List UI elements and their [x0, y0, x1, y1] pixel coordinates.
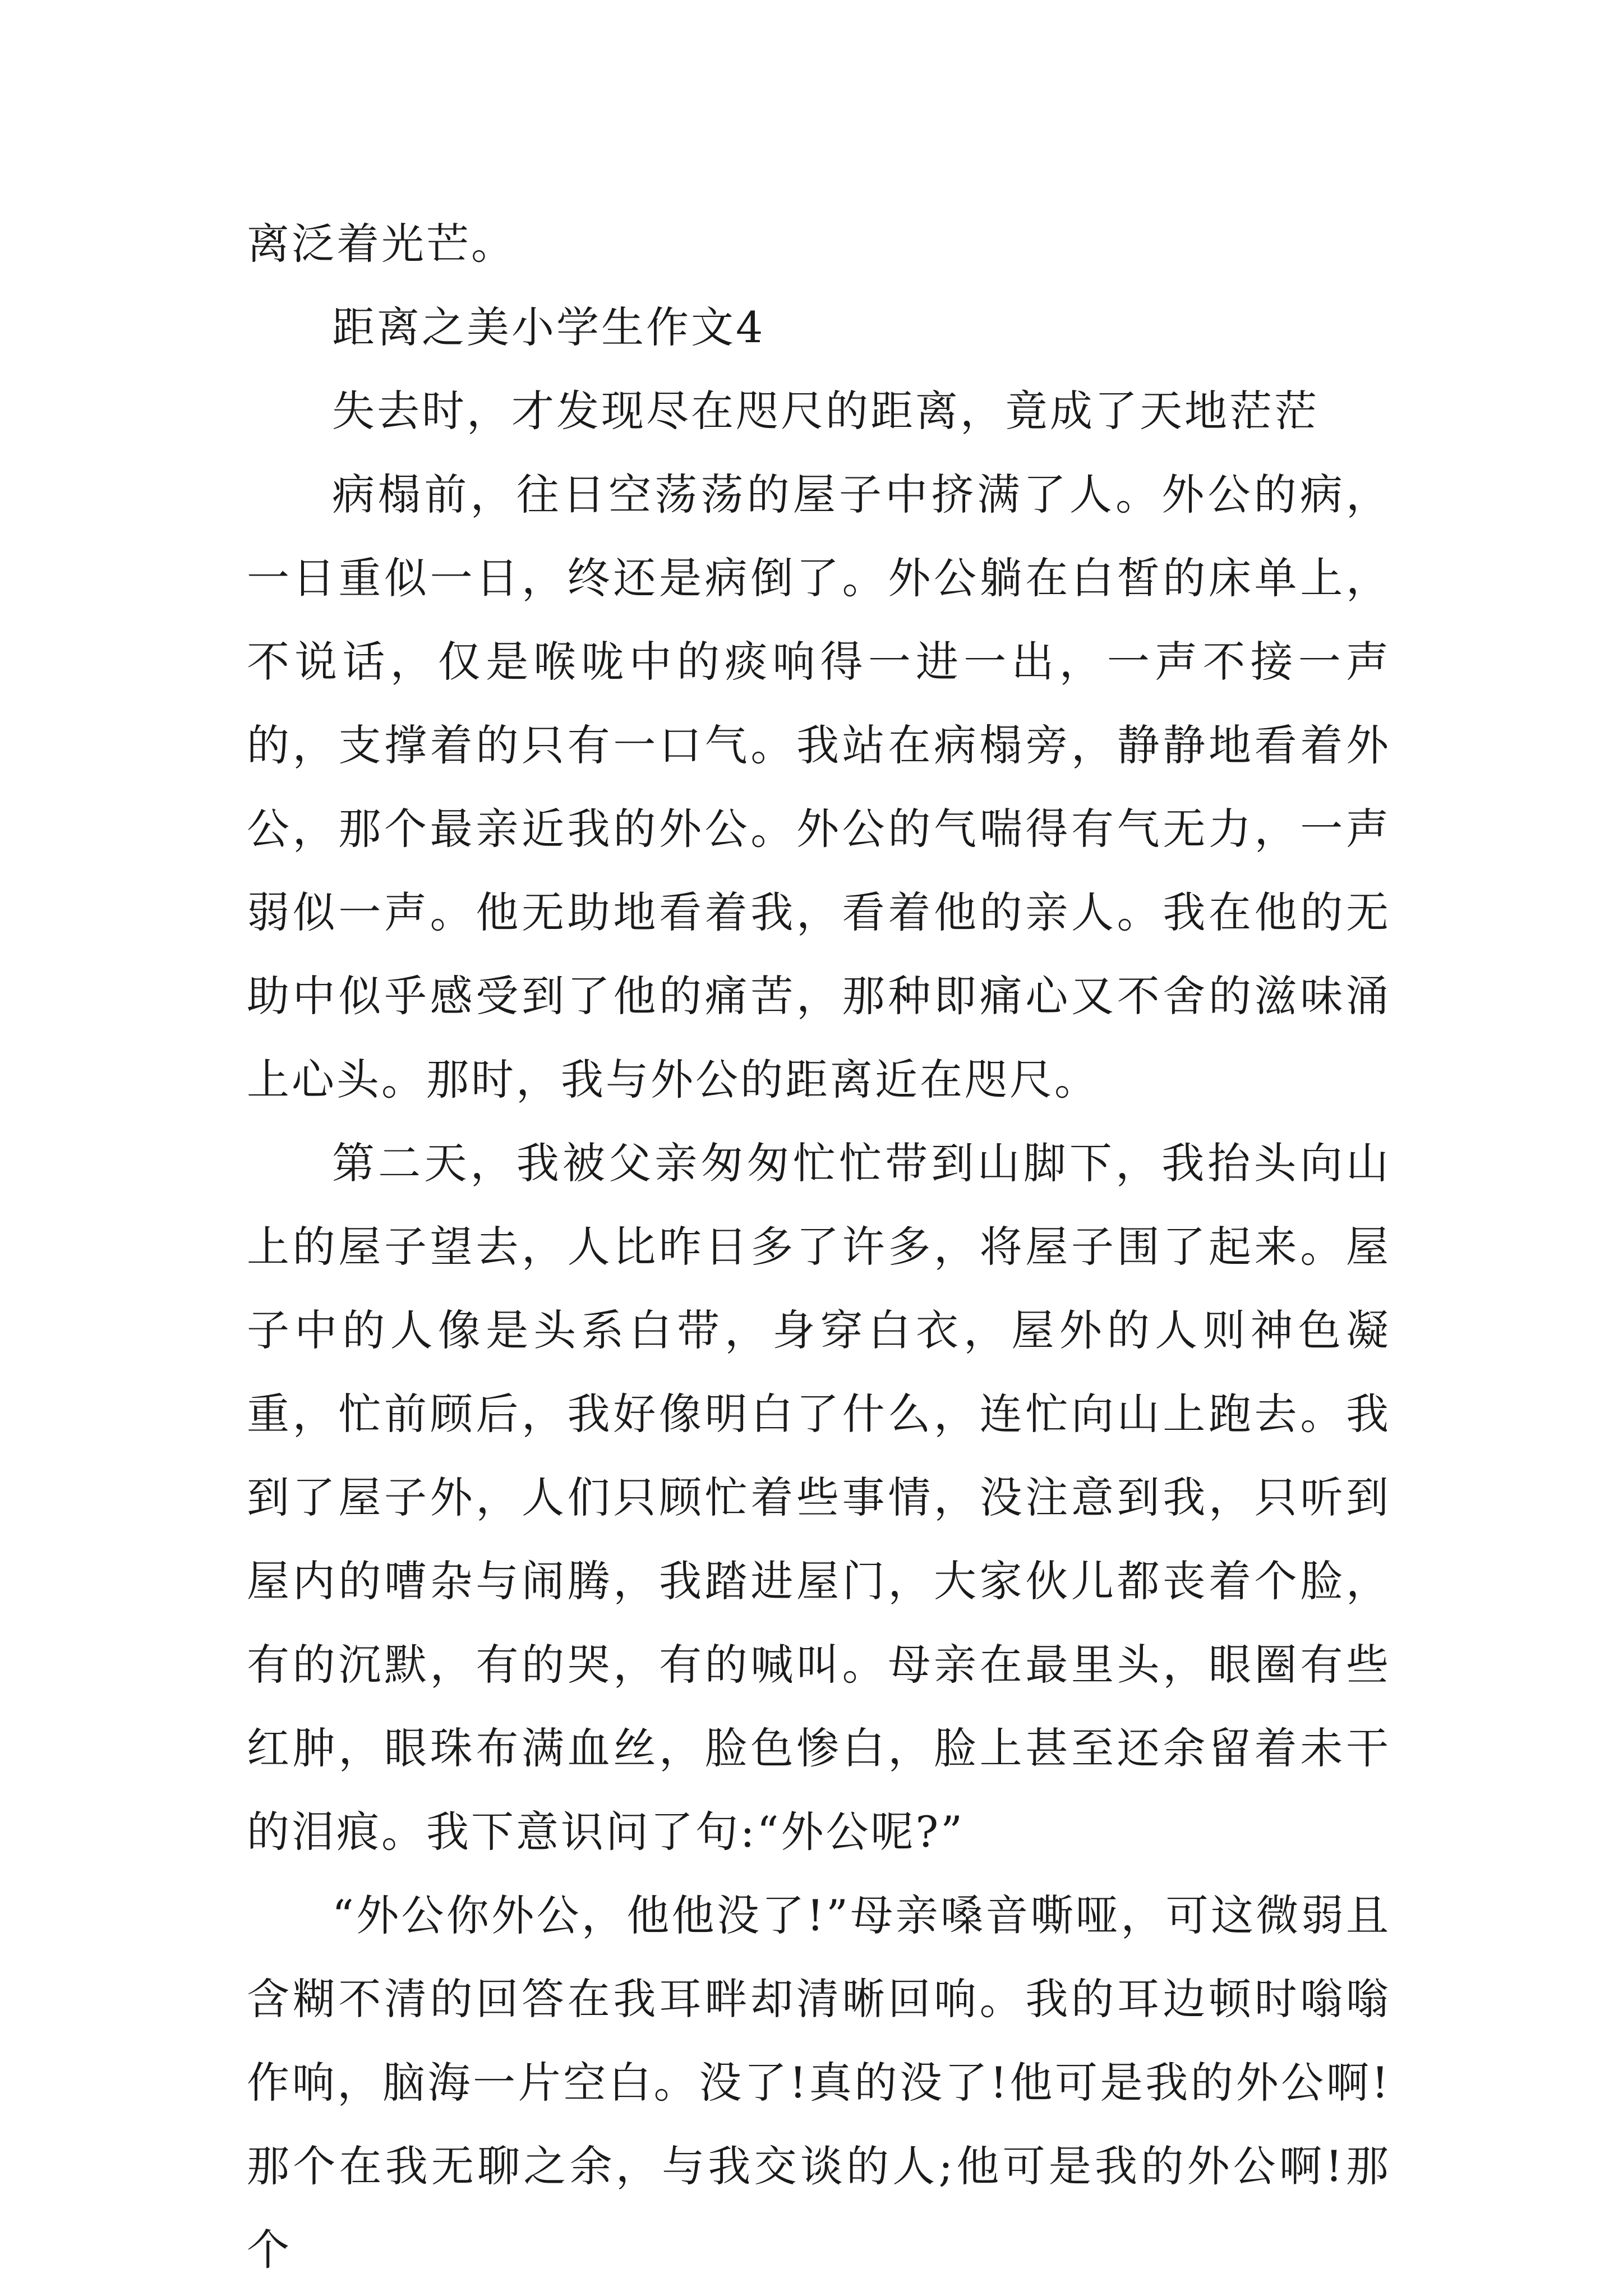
paragraph-mother-answer: “外公你外公，他他没了!”母亲嗓音嘶哑，可这微弱且含糊不清的回答在我耳畔却清晰回响。我的耳边顿时嗡嗡作响，脑海一片空白。没了!真的没了!他可是我的外公啊!那个在我无聊之余，与我交谈的人;他可是我的外公啊!那个	[247, 1890, 1391, 2275]
essay-subtitle: 失去时，才发现尽在咫尺的距离，竟成了天地茫茫	[332, 386, 1319, 436]
essay-title: 距离之美小学生作文4	[332, 302, 766, 352]
document-body	[247, 202, 1391, 2292]
paragraph-second-day: 第二天，我被父亲匆匆忙忙带到山脚下，我抬头向山上的屋子望去，人比昨日多了许多，将屋子围了起来。屋子中的人像是头系白带，身穿白衣，屋外的人则神色凝重，忙前顾后，我好像明白了什么，连忙向山上跑去。我到了屋子外，人们只顾忙着些事情，没注意到我，只听到屋内的嘈杂与闹腾，我踏进屋门，大家伙儿都丧着个脸，有的沉默，有的哭，有的喊叫。母亲在最里头，眼圈有些红肿，眼珠布满血丝，脸色惨白，脸上甚至还余留着未干的泪痕。我下意识问了句:“外公呢?”	[247, 1138, 1391, 1857]
paragraph-sickbed: 病榻前，往日空荡荡的屋子中挤满了人。外公的病，一日重似一日，终还是病倒了。外公躺在白皙的床单上，不说话，仅是喉咙中的痰响得一进一出，一声不接一声的，支撑着的只有一口气。我站在病榻旁，静静地看着外公，那个最亲近我的外公。外公的气喘得有气无力，一声弱似一声。他无助地看着我，看着他的亲人。我在他的无助中似乎感受到了他的痛苦，那种即痛心又不舍的滋味涌上心头。那时，我与外公的距离近在咫尺。	[247, 470, 1391, 1105]
paragraph-continuation: 离泛着光芒。	[247, 219, 516, 269]
